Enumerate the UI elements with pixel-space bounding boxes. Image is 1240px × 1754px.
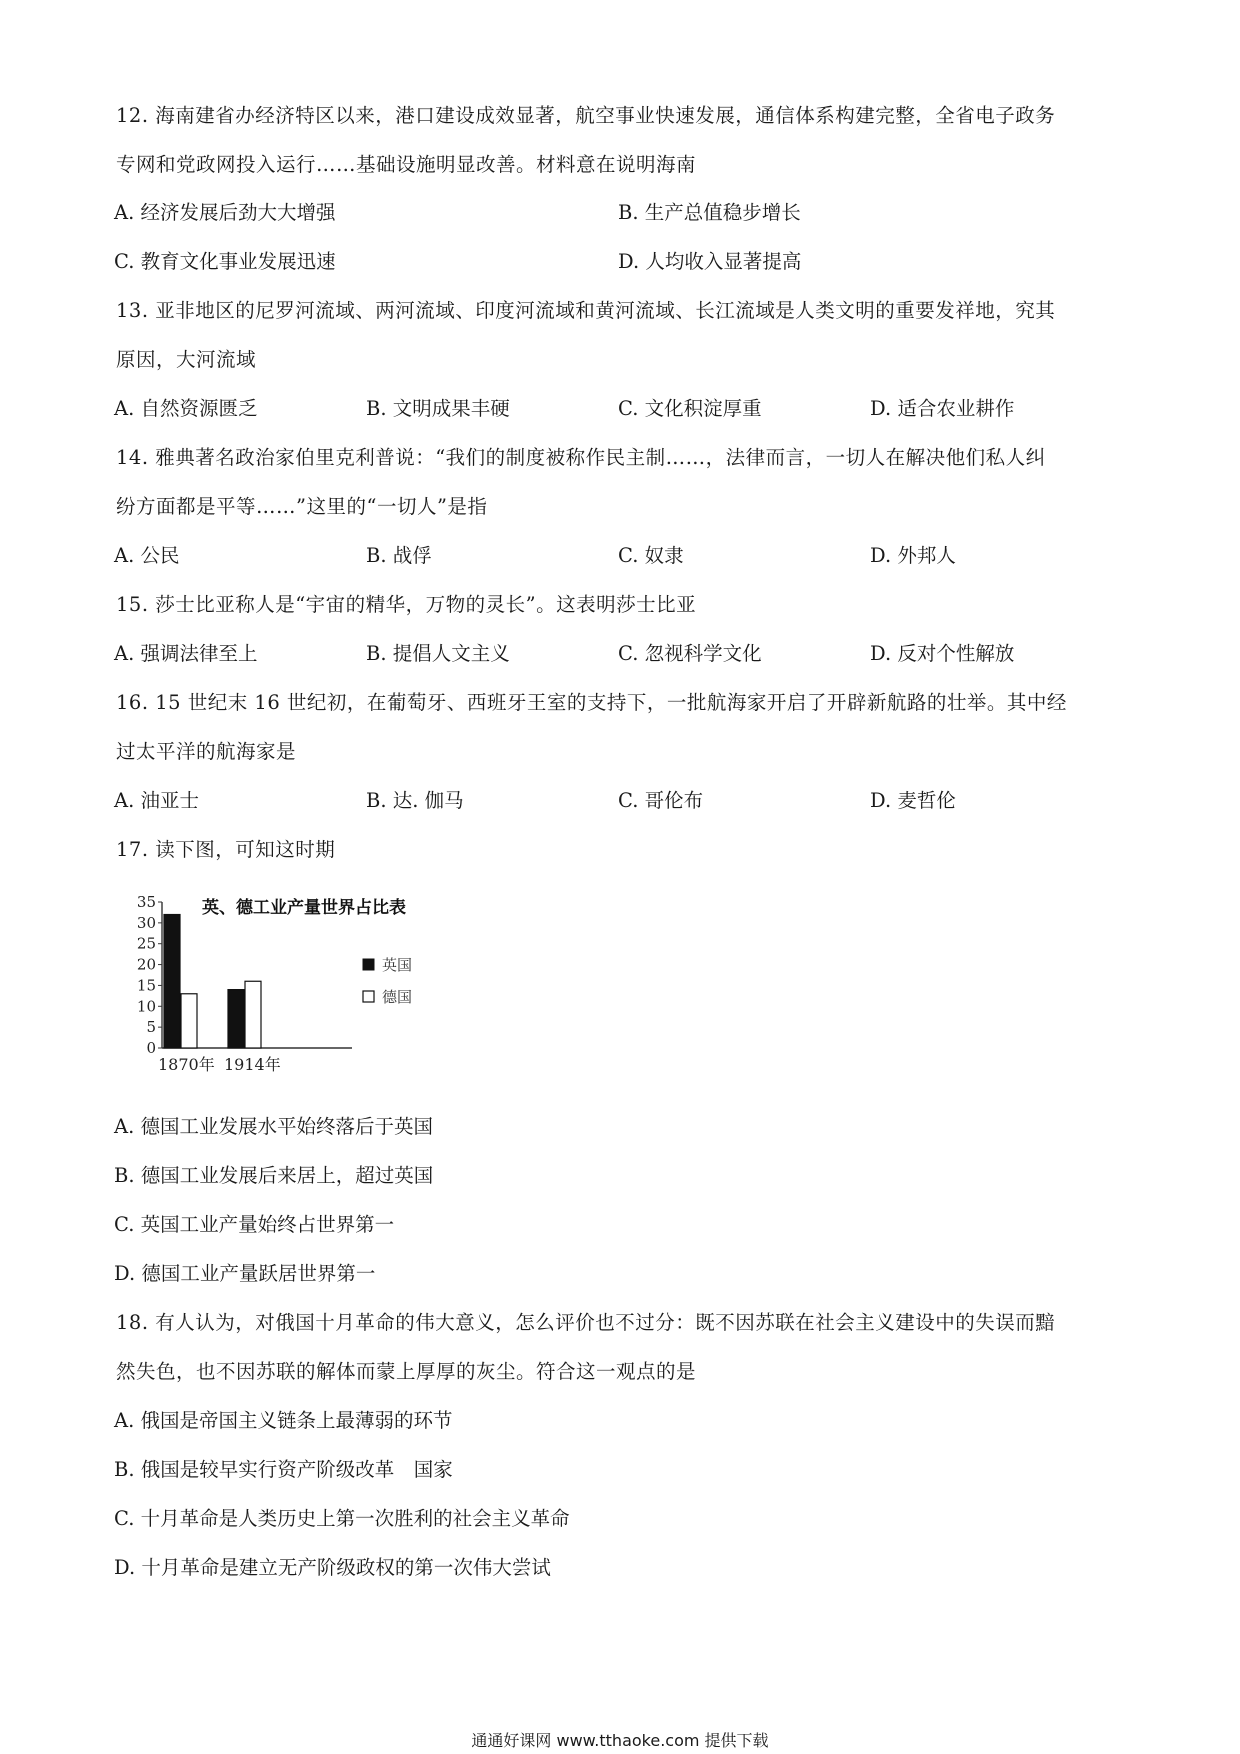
- q18-option-b: B. 俄国是较早实行资产阶级改革 国家: [114, 1458, 453, 1481]
- legend-label-de: 德国: [382, 988, 413, 1006]
- legend-swatch-de: [363, 991, 374, 1002]
- q13-option-c: C. 文化积淀厚重: [618, 397, 762, 420]
- q14-option-a: A. 公民: [114, 544, 180, 567]
- y-tick-label: 15: [136, 976, 156, 995]
- y-tick-label: 0: [146, 1039, 156, 1057]
- q13-option-b: B. 文明成果丰硬: [366, 397, 510, 420]
- q17-option-a: A. 德国工业发展水平始终落后于英国: [114, 1115, 433, 1138]
- q18-option-d: D. 十月革命是建立无产阶级政权的第一次伟大尝试: [114, 1556, 551, 1579]
- q14-option-c: C. 奴隶: [618, 544, 684, 567]
- q15-stem-line-1: 15. 莎士比亚称人是“宇宙的精华，万物的灵长”。这表明莎士比亚: [116, 593, 697, 616]
- q13-stem-line-1: 13. 亚非地区的尼罗河流域、两河流域、印度河流域和黄河流域、长江流域是人类文明的重要发祥地，究其: [116, 299, 1056, 322]
- y-tick-label: 20: [136, 955, 156, 974]
- q14-stem-line-1: 14. 雅典著名政治家伯里克利普说：“我们的制度被称作民主制……，法律而言，一切人在解决他们私人纠: [116, 446, 1046, 469]
- q12-stem-line-1: 12. 海南建省办经济特区以来，港口建设成效显著，航空事业快速发展，通信体系构建完整，全省电子政务: [116, 104, 1056, 127]
- y-tick-label: 30: [136, 913, 156, 932]
- q16-stem-line-1: 16. 15 世纪末 16 世纪初，在葡萄牙、西班牙王室的支持下，一批航海家开启了开辟新航路的壮举。其中经: [116, 691, 1067, 714]
- q12-option-d: D. 人均收入显著提高: [618, 250, 802, 273]
- q15-option-b: B. 提倡人文主义: [366, 642, 510, 665]
- bar-uk-1: [228, 990, 244, 1048]
- q12-option-a: A. 经济发展后劲大大增强: [114, 201, 336, 224]
- q15-option-d: D. 反对个性解放: [870, 642, 1015, 665]
- q13-stem-line-2: 原因，大河流域: [116, 348, 257, 371]
- q18-stem-line-1: 18. 有人认为，对俄国十月革命的伟大意义，怎么评价也不过分：既不因苏联在社会主义建设中的失误而黯: [116, 1311, 1056, 1334]
- chart-title: 英、德工业产量世界占比表: [202, 898, 406, 918]
- q16-option-a: A. 油亚士: [114, 789, 199, 812]
- bar-de-0: [181, 994, 197, 1048]
- bar-uk-0: [164, 915, 180, 1048]
- industrial-share-chart: [120, 888, 480, 1084]
- x-category-label: 1914年: [224, 1055, 281, 1074]
- bar-marks: [164, 915, 261, 1048]
- y-tick-labels: [137, 893, 162, 1057]
- industrial-share-chart-svg: [120, 888, 480, 1084]
- q13-option-a: A. 自然资源匮乏: [114, 397, 258, 420]
- q16-option-b: B. 达. 伽马: [366, 789, 464, 812]
- q17-option-c: C. 英国工业产量始终占世界第一: [114, 1213, 395, 1236]
- q16-option-d: D. 麦哲伦: [870, 789, 956, 812]
- q15-option-a: A. 强调法律至上: [114, 642, 258, 665]
- q17-option-b: B. 德国工业发展后来居上，超过英国: [114, 1164, 434, 1187]
- x-category-label: 1870年: [158, 1055, 215, 1074]
- q12-option-b: B. 生产总值稳步增长: [618, 201, 801, 224]
- y-tick-label: 5: [146, 1018, 156, 1037]
- y-tick-label: 10: [136, 997, 156, 1016]
- y-tick-label: 25: [136, 934, 156, 953]
- q18-option-c: C. 十月革命是人类历史上第一次胜利的社会主义革命: [114, 1507, 570, 1530]
- q12-stem-line-2: 专网和党政网投入运行……基础设施明显改善。材料意在说明海南: [116, 153, 697, 176]
- q16-stem-line-2: 过太平洋的航海家是: [116, 740, 297, 763]
- legend-swatch-uk: [363, 959, 374, 970]
- y-tick-label: 35: [136, 893, 156, 911]
- legend-label-uk: 英国: [382, 956, 413, 974]
- q14-option-b: B. 战俘: [366, 544, 432, 567]
- bar-de-1: [245, 981, 261, 1048]
- x-category-labels: [158, 1055, 281, 1074]
- q13-option-d: D. 适合农业耕作: [870, 397, 1015, 420]
- q17-option-d: D. 德国工业产量跃居世界第一: [114, 1262, 376, 1285]
- page-footer: 通通好课网 www.tthaoke.com 提供下载: [471, 1731, 769, 1750]
- q18-stem-line-2: 然失色，也不因苏联的解体而蒙上厚厚的灰尘。符合这一观点的是: [116, 1360, 697, 1383]
- q17-stem-line-1: 17. 读下图，可知这时期: [116, 838, 336, 861]
- q12-option-c: C. 教育文化事业发展迅速: [114, 250, 336, 273]
- q14-option-d: D. 外邦人: [870, 544, 956, 567]
- q18-option-a: A. 俄国是帝国主义链条上最薄弱的环节: [114, 1409, 453, 1432]
- q15-option-c: C. 忽视科学文化: [618, 642, 762, 665]
- q14-stem-line-2: 纷方面都是平等……”这里的“一切人”是指: [116, 495, 488, 518]
- q16-option-c: C. 哥伦布: [618, 789, 704, 812]
